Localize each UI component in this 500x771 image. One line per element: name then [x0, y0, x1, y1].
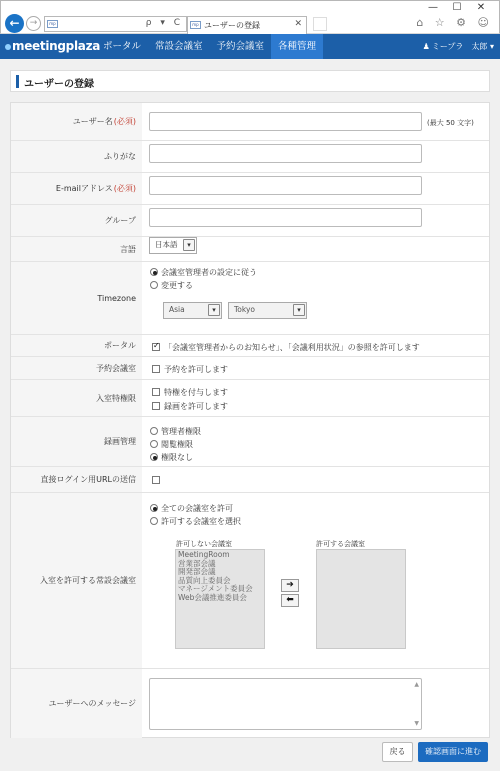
row-reservation — [11, 357, 489, 380]
tab-close-icon[interactable]: ✕ — [294, 19, 302, 29]
message-textarea[interactable] — [149, 678, 422, 730]
required-mark: (必須) — [113, 117, 136, 126]
row-timezone — [11, 262, 489, 335]
allowed-rooms-caption: 許可する会議室 — [316, 540, 365, 548]
allowed-rooms-listbox[interactable] — [316, 549, 406, 649]
row-group — [11, 205, 489, 237]
row-language — [11, 237, 489, 262]
confirm-button[interactable]: 確認画面に進む — [418, 742, 488, 762]
nav-item-reserved-rooms[interactable]: 予約会議室 — [216, 41, 265, 52]
direct-login-label: 直接ログイン用URLの送信 — [11, 467, 142, 492]
minimize-icon[interactable]: — — [428, 2, 438, 13]
window-controls — [421, 1, 493, 15]
language-selected: 日本語 — [155, 240, 178, 249]
row-recording — [11, 417, 489, 467]
checkbox-unchecked-icon — [152, 365, 160, 373]
checkbox-unchecked-icon — [152, 388, 160, 396]
checkbox-checked-icon — [152, 343, 160, 351]
page-title: ユーザーの登録 — [24, 79, 94, 90]
username-input[interactable] — [149, 112, 422, 131]
brand-name: meetingplaza — [12, 39, 101, 53]
portal-checkbox[interactable]: ✓ 「会議室管理者からのお知らせ」、「会議利用状況」の参照を許可します — [152, 342, 420, 353]
user-name: 太郎 ▾ — [471, 42, 494, 51]
row-direct-login — [11, 467, 489, 493]
rooms-select-radio[interactable]: 許可する会議室を選択 — [150, 516, 241, 527]
email-input[interactable] — [149, 176, 422, 195]
furigana-input[interactable] — [149, 144, 422, 163]
recording-label: 録画管理 — [11, 417, 142, 466]
list-item[interactable]: 開発部会議 — [178, 567, 216, 576]
move-right-arrow-icon[interactable]: ➔ — [281, 579, 299, 592]
radio-unchecked-icon — [150, 517, 158, 525]
username-hint: (最大 50 文字) — [427, 119, 474, 127]
brand-logo[interactable] — [5, 39, 100, 53]
list-item[interactable]: 営業部会議 — [178, 558, 216, 568]
rooms-all-radio[interactable]: 全ての会議室を許可 — [150, 503, 233, 514]
user-registration-form — [10, 102, 490, 738]
denied-rooms-caption: 許可しない会議室 — [176, 540, 232, 548]
row-furigana — [11, 141, 489, 173]
reservation-checkbox[interactable]: 予約を許可します — [152, 364, 228, 375]
permanent-rooms-label: 入室を許可する常設会議室 — [11, 493, 142, 668]
group-input[interactable] — [149, 208, 422, 227]
forward-arrow-icon[interactable]: → — [26, 16, 41, 31]
direct-login-checkbox[interactable] — [152, 476, 164, 485]
username-label: ユーザー名 (必須) — [11, 103, 142, 140]
timezone-follow-radio[interactable]: 会議室管理者の設定に従う — [150, 267, 257, 278]
page-title-box — [10, 70, 490, 92]
record-permission-checkbox[interactable]: 録画を許可します — [152, 401, 228, 412]
row-message — [11, 669, 489, 738]
checkbox-unchecked-icon — [152, 402, 160, 410]
timezone-change-radio[interactable]: 変更する — [150, 280, 193, 291]
maximize-icon[interactable]: ☐ — [452, 2, 462, 13]
row-permanent-rooms — [11, 493, 489, 669]
furigana-label: ふりがな — [11, 141, 142, 172]
back-arrow-icon[interactable]: ← — [5, 14, 24, 33]
browser-toolbar-icons[interactable]: ⌂ ☆ ⚙ ☺ — [416, 16, 493, 29]
radio-unchecked-icon — [150, 440, 158, 448]
chevron-down-icon: ▾ — [293, 304, 305, 316]
close-window-icon[interactable]: ✕ — [476, 2, 486, 13]
radio-checked-icon — [150, 453, 158, 461]
user-icon: ♟ — [422, 42, 430, 51]
timezone-label: Timezone — [11, 262, 142, 334]
recording-admin-radio[interactable]: 管理者権限 — [150, 426, 201, 437]
title-accent-bar — [16, 75, 19, 88]
timezone-region-select[interactable]: Asia ▾ — [163, 302, 222, 319]
move-left-arrow-icon[interactable]: ⬅ — [281, 594, 299, 607]
address-bar[interactable] — [44, 16, 187, 32]
radio-checked-icon — [150, 268, 158, 276]
checkbox-unchecked-icon — [152, 476, 160, 484]
tab-favicon-icon: mp — [190, 21, 201, 29]
browser-titlebar — [0, 0, 500, 34]
row-privileges — [11, 380, 489, 417]
radio-unchecked-icon — [150, 281, 158, 289]
denied-rooms-listbox[interactable] — [175, 549, 265, 649]
row-username — [11, 103, 489, 141]
list-item[interactable]: Web会議推進委員会 — [178, 592, 247, 602]
address-tools[interactable]: ρ ▾ C — [145, 18, 183, 28]
group-label: グループ — [11, 205, 142, 236]
new-tab-button[interactable] — [313, 17, 327, 31]
reservation-label: 予約会議室 — [11, 357, 142, 379]
main-nav — [96, 34, 323, 59]
email-label: E-mailアドレス (必須) — [11, 173, 142, 204]
app-navbar — [0, 34, 500, 59]
recording-view-radio[interactable]: 閲覧権限 — [150, 439, 193, 450]
radio-checked-icon — [150, 504, 158, 512]
list-item[interactable]: マネージメント委員会 — [178, 584, 253, 593]
privileges-label: 入室特権限 — [11, 380, 142, 416]
browser-tab[interactable] — [187, 16, 307, 35]
message-label: ユーザーへのメッセージ — [11, 669, 142, 738]
list-item[interactable]: MeetingRoom — [178, 550, 230, 559]
grant-privilege-checkbox[interactable]: 特権を付与します — [152, 387, 228, 398]
favicon-icon: mp — [47, 20, 58, 28]
chevron-down-icon: ▾ — [208, 304, 220, 316]
nav-item-permanent-rooms[interactable]: 常設会議室 — [155, 41, 203, 52]
nav-item-portal[interactable]: ポータル — [103, 41, 142, 52]
chevron-down-icon: ▾ — [183, 239, 195, 251]
back-button[interactable]: 戻る — [382, 742, 413, 762]
scroll-up-icon[interactable]: ▲ — [414, 681, 419, 688]
row-email — [11, 173, 489, 205]
logo-dot-icon — [5, 44, 11, 50]
scroll-down-icon[interactable]: ▼ — [414, 720, 419, 727]
user-menu[interactable] — [417, 34, 494, 59]
language-select[interactable] — [149, 237, 197, 254]
row-portal — [11, 335, 489, 357]
recording-none-radio[interactable]: 権限なし — [150, 452, 193, 463]
user-label: ミープラ — [431, 42, 464, 51]
required-mark: (必須) — [113, 184, 136, 193]
nav-item-management[interactable]: 各種管理 — [271, 34, 323, 59]
language-label: 言語 — [11, 237, 142, 261]
tab-title: ユーザーの登録 — [204, 21, 260, 30]
timezone-city-select[interactable]: Tokyo ▾ — [228, 302, 307, 319]
portal-label: ポータル — [11, 335, 142, 356]
list-item[interactable]: 品質向上委員会 — [178, 575, 231, 585]
radio-unchecked-icon — [150, 427, 158, 435]
